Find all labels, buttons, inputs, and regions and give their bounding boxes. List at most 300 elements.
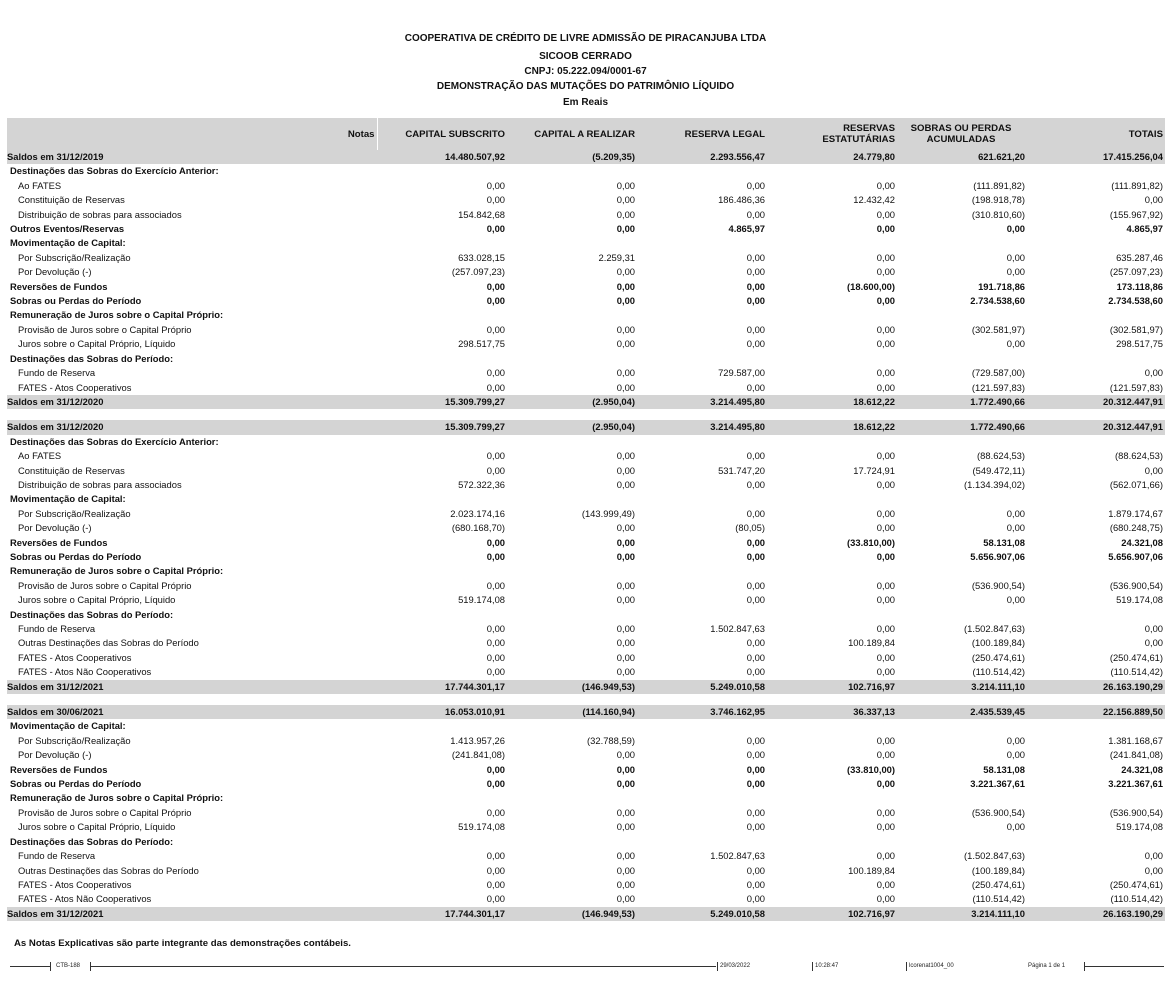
- cell-capital-subscrito: [377, 352, 507, 366]
- table-row: [7, 536, 1165, 550]
- cell-totais: (121.597,83): [1109, 381, 1163, 393]
- cell-reservas-estatutarias: 0,00: [876, 550, 895, 562]
- row-label: Constituição de Reservas: [18, 194, 125, 206]
- col-header-totais: TOTAIS: [1027, 118, 1165, 150]
- table-row: [7, 892, 1165, 906]
- cell-sobras-perdas: 0,00: [1006, 821, 1025, 833]
- cell-capital-subscrito: 0,00: [486, 367, 505, 379]
- cell-notas: [247, 150, 377, 164]
- cell-totais: 5.656.907,06: [1108, 550, 1163, 562]
- cell-capital-a-realizar: 0,00: [616, 536, 635, 548]
- cell-reservas-estatutarias: 0,00: [876, 338, 895, 350]
- cell-reserva-legal: 0,00: [746, 734, 765, 746]
- balance-row: [7, 705, 1165, 719]
- footer-rule: [1084, 966, 1164, 967]
- cell-capital-a-realizar: (143.999,49): [581, 507, 635, 519]
- table-row: [7, 864, 1165, 878]
- row-label: Por Subscrição/Realização: [18, 251, 131, 263]
- row-label: Outras Destinações das Sobras do Período: [18, 637, 199, 649]
- cell-totais: (110.514,42): [1110, 666, 1163, 678]
- cell-notas: [247, 492, 377, 506]
- cell-reservas-estatutarias: 0,00: [876, 893, 895, 905]
- table-row: [7, 521, 1165, 535]
- cell-totais: 519.174,08: [1116, 821, 1163, 833]
- cell-notas: [247, 521, 377, 535]
- cell-sobras-perdas: (250.474,61): [971, 651, 1025, 663]
- cell-reserva-legal: 0,00: [746, 651, 765, 663]
- row-label: Movimentação de Capital:: [10, 720, 126, 732]
- row-label: Provisão de Juros sobre o Capital Próprio: [18, 579, 192, 591]
- cell-notas: [247, 705, 377, 719]
- cell-capital-a-realizar: 0,00: [616, 878, 635, 890]
- row-label: Constituição de Reservas: [18, 464, 125, 476]
- cell-capital-subscrito: [377, 164, 507, 178]
- cell-reservas-estatutarias: [767, 791, 897, 805]
- cell-capital-a-realizar: 0,00: [616, 749, 635, 761]
- cell-capital-a-realizar: 0,00: [616, 338, 635, 350]
- table-row: [7, 323, 1165, 337]
- cell-reservas-estatutarias: 0,00: [876, 323, 895, 335]
- table-row: [7, 806, 1165, 820]
- cell-capital-a-realizar: 0,00: [616, 864, 635, 876]
- row-label: FATES - Atos Cooperativos: [18, 878, 132, 890]
- cell-sobras-perdas: 5.656.907,06: [970, 550, 1025, 562]
- cell-capital-a-realizar: 0,00: [616, 381, 635, 393]
- section-row: [7, 564, 1165, 578]
- cell-totais: 173.118,86: [1116, 280, 1163, 292]
- cell-capital-a-realizar: 0,00: [616, 266, 635, 278]
- cell-capital-a-realizar: 0,00: [616, 806, 635, 818]
- cell-capital-subscrito: (680.168,70): [451, 522, 505, 534]
- row-label: Outras Destinações das Sobras do Período: [18, 864, 199, 876]
- cell-totais: [1027, 308, 1165, 322]
- footer-rule: [10, 966, 50, 967]
- balance-row: [7, 680, 1165, 694]
- cell-sobras-perdas: [897, 608, 1027, 622]
- row-label: Provisão de Juros sobre o Capital Próprio: [18, 323, 192, 335]
- cell-reservas-estatutarias: [767, 492, 897, 506]
- cell-sobras-perdas: (729.587,00): [971, 367, 1025, 379]
- cell-reservas-estatutarias: (33.810,00): [847, 536, 895, 548]
- cell-capital-subscrito: 0,00: [486, 295, 505, 307]
- cell-totais: [1027, 409, 1165, 420]
- row-label: Movimentação de Capital:: [10, 237, 126, 249]
- row-label: Juros sobre o Capital Próprio, Líquido: [18, 821, 176, 833]
- cell-capital-a-realizar: [507, 308, 637, 322]
- cell-reserva-legal: 5.249.010,58: [637, 680, 767, 694]
- balance-row: [7, 420, 1165, 434]
- cell-reserva-legal: 0,00: [746, 806, 765, 818]
- cell-sobras-perdas: (100.189,84): [971, 864, 1025, 876]
- cell-reserva-legal: 0,00: [746, 778, 765, 790]
- table-row: [7, 193, 1165, 207]
- cell-reservas-estatutarias: 0,00: [876, 450, 895, 462]
- cell-reservas-estatutarias: [767, 236, 897, 250]
- cell-reserva-legal: 0,00: [746, 208, 765, 220]
- cell-notas: [247, 719, 377, 733]
- cell-sobras-perdas: [897, 791, 1027, 805]
- cell-capital-a-realizar: 0,00: [616, 450, 635, 462]
- cell-capital-subscrito: [377, 308, 507, 322]
- cell-reservas-estatutarias: 0,00: [876, 295, 895, 307]
- cell-sobras-perdas: [897, 236, 1027, 250]
- balance-row: [7, 907, 1165, 921]
- cell-notas: [247, 222, 377, 236]
- table-row: [7, 849, 1165, 863]
- cell-totais: (302.581,97): [1109, 323, 1163, 335]
- cell-sobras-perdas: (310.810,60): [971, 208, 1025, 220]
- cell-reservas-estatutarias: [767, 835, 897, 849]
- cell-reservas-estatutarias: [767, 164, 897, 178]
- cell-reservas-estatutarias: [767, 564, 897, 578]
- row-label: Fundo de Reserva: [18, 623, 96, 634]
- cell-capital-subscrito: 0,00: [486, 651, 505, 663]
- cell-reserva-legal: 3.746.162,95: [637, 705, 767, 719]
- cell-sobras-perdas: 0,00: [1006, 223, 1025, 235]
- row-label: Fundo de Reserva: [18, 850, 96, 862]
- cell-capital-a-realizar: [507, 719, 637, 733]
- table-row: [7, 579, 1165, 593]
- cell-capital-subscrito: 298.517,75: [458, 338, 505, 350]
- cell-reserva-legal: 0,00: [746, 280, 765, 292]
- cell-reservas-estatutarias: 0,00: [876, 179, 895, 191]
- row-label: Distribuição de sobras para associados: [18, 208, 182, 220]
- cell-reserva-legal: 0,00: [746, 536, 765, 548]
- cell-notas: [247, 294, 377, 308]
- cell-capital-a-realizar: [507, 608, 637, 622]
- cell-capital-subscrito: 14.480.507,92: [377, 150, 507, 164]
- cell-capital-subscrito: [377, 791, 507, 805]
- cell-capital-subscrito: 15.309.799,27: [377, 395, 507, 409]
- row-label: Destinações das Sobras do Período:: [10, 352, 174, 364]
- explanatory-note: As Notas Explicativas são parte integrante das demonstrações contábeis.: [14, 938, 351, 949]
- cell-notas: [247, 323, 377, 337]
- cell-capital-subscrito: 0,00: [486, 464, 505, 476]
- cell-reservas-estatutarias: 0,00: [876, 623, 895, 634]
- cell-totais: 22.156.889,50: [1027, 705, 1165, 719]
- cell-capital-a-realizar: 0,00: [616, 323, 635, 335]
- cell-reserva-legal: 5.249.010,58: [637, 907, 767, 921]
- cell-capital-a-realizar: 0,00: [616, 522, 635, 534]
- company-trade-name: SICOOB CERRADO: [539, 51, 632, 62]
- cell-capital-subscrito: 17.744.301,17: [377, 907, 507, 921]
- cell-sobras-perdas: (250.474,61): [971, 878, 1025, 890]
- cell-reservas-estatutarias: 0,00: [876, 734, 895, 746]
- table-row: [7, 651, 1165, 665]
- cell-notas: [247, 449, 377, 463]
- cell-capital-a-realizar: 0,00: [616, 194, 635, 206]
- footer-time: 10:28:47: [815, 963, 839, 969]
- row-label: Sobras ou Perdas do Período: [10, 295, 142, 307]
- cell-capital-a-realizar: [507, 835, 637, 849]
- col-header-notas: Notas: [247, 118, 377, 150]
- row-label: Destinações das Sobras do Período:: [10, 608, 174, 620]
- table-row: [7, 748, 1165, 762]
- cell-capital-a-realizar: (5.209,35): [507, 150, 637, 164]
- cell-reserva-legal: [637, 719, 767, 733]
- cell-notas: [247, 608, 377, 622]
- cell-notas: [247, 791, 377, 805]
- cell-sobras-perdas: [897, 409, 1027, 420]
- cell-notas: [247, 308, 377, 322]
- table-row: [7, 294, 1165, 308]
- cell-reserva-legal: 0,00: [746, 251, 765, 263]
- cell-reservas-estatutarias: 102.716,97: [767, 907, 897, 921]
- cell-notas: [247, 179, 377, 193]
- company-cnpj: CNPJ: 05.222.094/0001-67: [524, 66, 647, 77]
- cell-capital-a-realizar: 0,00: [616, 295, 635, 307]
- cell-capital-a-realizar: 0,00: [616, 464, 635, 476]
- cell-capital-a-realizar: 0,00: [616, 367, 635, 379]
- cell-capital-subscrito: 1.413.957,26: [450, 734, 505, 746]
- cell-capital-a-realizar: (32.788,59): [587, 734, 635, 746]
- cell-capital-subscrito: 154.842,68: [458, 208, 505, 220]
- row-label: Saldos em 30/06/2021: [7, 705, 247, 719]
- cell-notas: [247, 337, 377, 351]
- cell-reservas-estatutarias: [767, 435, 897, 449]
- cell-reserva-legal: 4.865,97: [728, 223, 765, 235]
- cell-reserva-legal: [637, 352, 767, 366]
- cell-reserva-legal: [637, 164, 767, 178]
- row-label: Ao FATES: [18, 450, 62, 462]
- cell-totais: 0,00: [1144, 850, 1163, 862]
- cell-totais: (88.624,53): [1115, 450, 1163, 462]
- cell-capital-subscrito: 519.174,08: [458, 821, 505, 833]
- cell-reserva-legal: 3.214.495,80: [637, 420, 767, 434]
- row-label: Fundo de Reserva: [18, 367, 96, 379]
- cell-notas: [247, 236, 377, 250]
- cell-notas: [247, 164, 377, 178]
- cell-sobras-perdas: [897, 835, 1027, 849]
- balance-row: [7, 150, 1165, 164]
- cell-capital-a-realizar: 0,00: [616, 850, 635, 862]
- row-label: FATES - Atos Cooperativos: [18, 651, 132, 663]
- section-row: [7, 236, 1165, 250]
- balance-row: [7, 395, 1165, 409]
- cell-capital-a-realizar: 0,00: [616, 550, 635, 562]
- cell-reserva-legal: 0,00: [746, 266, 765, 278]
- cell-reserva-legal: 0,00: [746, 594, 765, 606]
- cell-notas: [247, 835, 377, 849]
- table-row: [7, 878, 1165, 892]
- cell-capital-subscrito: 0,00: [486, 806, 505, 818]
- row-label: Sobras ou Perdas do Período: [10, 778, 142, 790]
- cell-sobras-perdas: [897, 352, 1027, 366]
- cell-reservas-estatutarias: 0,00: [876, 651, 895, 663]
- cell-capital-subscrito: 0,00: [486, 893, 505, 905]
- cell-reserva-legal: (80,05): [735, 522, 765, 534]
- cell-capital-subscrito: 0,00: [486, 864, 505, 876]
- cell-capital-subscrito: (241.841,08): [451, 749, 505, 761]
- cell-capital-subscrito: 0,00: [486, 550, 505, 562]
- cell-notas: [247, 907, 377, 921]
- cell-reserva-legal: 0,00: [746, 550, 765, 562]
- cell-totais: 519.174,08: [1116, 594, 1163, 606]
- cell-sobras-perdas: [897, 164, 1027, 178]
- cell-capital-subscrito: 572.322,36: [458, 478, 505, 490]
- row-label: Reversões de Fundos: [10, 536, 108, 548]
- row-label: FATES - Atos Não Cooperativos: [18, 893, 152, 905]
- table-row: [7, 820, 1165, 834]
- table-row: [7, 265, 1165, 279]
- cell-capital-a-realizar: 0,00: [616, 778, 635, 790]
- cell-reservas-estatutarias: 36.337,13: [767, 705, 897, 719]
- cell-reservas-estatutarias: 0,00: [876, 208, 895, 220]
- table-row: [7, 280, 1165, 294]
- cell-sobras-perdas: (536.900,54): [971, 806, 1025, 818]
- cell-notas: [247, 777, 377, 791]
- cell-reserva-legal: 0,00: [746, 864, 765, 876]
- cell-notas: [247, 550, 377, 564]
- cell-sobras-perdas: [897, 435, 1027, 449]
- cell-sobras-perdas: (110.514,42): [972, 666, 1025, 678]
- table-row: [7, 381, 1165, 395]
- cell-capital-subscrito: 0,00: [486, 194, 505, 206]
- cell-capital-subscrito: 0,00: [486, 536, 505, 548]
- row-label: Saldos em 31/12/2021: [7, 907, 247, 921]
- cell-reserva-legal: 186.486,36: [718, 194, 765, 206]
- cell-capital-subscrito: [377, 435, 507, 449]
- section-row: [7, 164, 1165, 178]
- row-label: [7, 409, 247, 420]
- cell-capital-subscrito: 2.023.174,16: [450, 507, 505, 519]
- cell-totais: [1027, 719, 1165, 733]
- cell-reserva-legal: 0,00: [746, 381, 765, 393]
- cell-reserva-legal: [637, 791, 767, 805]
- cell-totais: 2.734.538,60: [1108, 295, 1163, 307]
- cell-reservas-estatutarias: [767, 308, 897, 322]
- cell-sobras-perdas: [897, 719, 1027, 733]
- cell-sobras-perdas: [897, 564, 1027, 578]
- cell-sobras-perdas: (1.502.847,63): [964, 623, 1025, 634]
- footer-rule: [90, 966, 716, 967]
- cell-sobras-perdas: (111.891,82): [973, 179, 1025, 191]
- cell-notas: [247, 651, 377, 665]
- table-row: [7, 593, 1165, 607]
- col-header-sobras-line2: ACUMULADAS: [926, 134, 996, 145]
- cell-reservas-estatutarias: [767, 352, 897, 366]
- cell-totais: (111.891,82): [1111, 179, 1163, 191]
- cell-totais: [1027, 236, 1165, 250]
- cell-capital-subscrito: 16.053.010,91: [377, 705, 507, 719]
- cell-notas: [247, 435, 377, 449]
- cell-totais: (680.248,75): [1109, 522, 1163, 534]
- cell-sobras-perdas: 2.734.538,60: [970, 295, 1025, 307]
- cell-capital-subscrito: [377, 835, 507, 849]
- cell-reserva-legal: 0,00: [746, 763, 765, 775]
- section-row: [7, 435, 1165, 449]
- cell-capital-subscrito: [377, 608, 507, 622]
- page-footer: [0, 962, 1171, 972]
- row-label: Remuneração de Juros sobre o Capital Próprio:: [10, 565, 224, 577]
- cell-notas: [247, 193, 377, 207]
- cell-notas: [247, 636, 377, 650]
- cell-reserva-legal: 3.214.495,80: [637, 395, 767, 409]
- col-header-reservas-estatutarias: [767, 118, 897, 150]
- cell-totais: (250.474,61): [1109, 651, 1163, 663]
- cell-sobras-perdas: (88.624,53): [977, 450, 1025, 462]
- cell-capital-subscrito: 0,00: [486, 223, 505, 235]
- cell-capital-subscrito: [377, 564, 507, 578]
- table-row: [7, 208, 1165, 222]
- cell-reserva-legal: 0,00: [746, 179, 765, 191]
- section-row: [7, 308, 1165, 322]
- cell-reservas-estatutarias: 0,00: [876, 850, 895, 862]
- cell-capital-subscrito: 17.744.301,17: [377, 680, 507, 694]
- cell-sobras-perdas: (198.918,78): [971, 194, 1025, 206]
- cell-totais: 4.865,97: [1126, 223, 1163, 235]
- table-row: [7, 337, 1165, 351]
- cell-capital-subscrito: 15.309.799,27: [377, 420, 507, 434]
- row-label: Destinações das Sobras do Período:: [10, 835, 174, 847]
- cell-capital-a-realizar: 2.259,31: [598, 251, 635, 263]
- cell-capital-a-realizar: 0,00: [616, 280, 635, 292]
- cell-reserva-legal: 0,00: [746, 478, 765, 490]
- cell-totais: (241.841,08): [1109, 749, 1163, 761]
- cell-reservas-estatutarias: 0,00: [876, 821, 895, 833]
- cell-capital-subscrito: [377, 719, 507, 733]
- cell-reserva-legal: 0,00: [746, 579, 765, 591]
- col-header-reservas-line2: ESTATUTÁRIAS: [822, 134, 895, 145]
- cell-reservas-estatutarias: 17.724,91: [853, 464, 895, 476]
- cell-capital-subscrito: 519.174,08: [458, 594, 505, 606]
- cell-notas: [247, 420, 377, 434]
- cell-totais: 26.163.190,29: [1027, 907, 1165, 921]
- cell-capital-a-realizar: [507, 435, 637, 449]
- cell-reserva-legal: [637, 564, 767, 578]
- cell-totais: (562.071,66): [1109, 478, 1163, 490]
- cell-reservas-estatutarias: (18.600,00): [847, 280, 895, 292]
- cell-reservas-estatutarias: 12.432,42: [853, 194, 895, 206]
- cell-totais: [1027, 164, 1165, 178]
- row-label: Saldos em 31/12/2019: [7, 150, 247, 164]
- cell-totais: [1027, 791, 1165, 805]
- cell-reservas-estatutarias: [767, 694, 897, 705]
- cell-notas: [247, 381, 377, 395]
- col-header-capital-a-realizar: CAPITAL A REALIZAR: [507, 118, 637, 150]
- cell-totais: 0,00: [1144, 864, 1163, 876]
- cell-capital-a-realizar: 0,00: [616, 579, 635, 591]
- row-label: Por Subscrição/Realização: [18, 507, 131, 519]
- cell-sobras-perdas: 0,00: [1006, 522, 1025, 534]
- cell-totais: [1027, 492, 1165, 506]
- cell-sobras-perdas: 0,00: [1006, 734, 1025, 746]
- cell-reservas-estatutarias: 0,00: [876, 594, 895, 606]
- cell-notas: [247, 352, 377, 366]
- cell-reservas-estatutarias: (33.810,00): [847, 763, 895, 775]
- cell-sobras-perdas: 2.435.539,45: [897, 705, 1027, 719]
- cell-totais: [1027, 694, 1165, 705]
- cell-notas: [247, 208, 377, 222]
- row-label: Por Devolução (-): [18, 749, 92, 761]
- cell-sobras-perdas: 0,00: [1006, 266, 1025, 278]
- footer-code: CTB-188: [56, 963, 81, 969]
- cell-sobras-perdas: 1.772.490,66: [897, 395, 1027, 409]
- cell-capital-a-realizar: 0,00: [616, 651, 635, 663]
- row-label: Movimentação de Capital:: [10, 493, 126, 505]
- cell-notas: [247, 366, 377, 380]
- table-row: [7, 665, 1165, 679]
- cell-notas: [247, 564, 377, 578]
- cell-notas: [247, 622, 377, 636]
- cell-sobras-perdas: 3.214.111,10: [897, 680, 1027, 694]
- cell-reservas-estatutarias: 100.189,84: [848, 637, 895, 649]
- cell-capital-a-realizar: 0,00: [616, 208, 635, 220]
- row-label: Saldos em 31/12/2021: [7, 680, 247, 694]
- cell-reservas-estatutarias: 0,00: [876, 579, 895, 591]
- cell-totais: 0,00: [1144, 623, 1163, 634]
- row-label: Distribuição de sobras para associados: [18, 478, 182, 490]
